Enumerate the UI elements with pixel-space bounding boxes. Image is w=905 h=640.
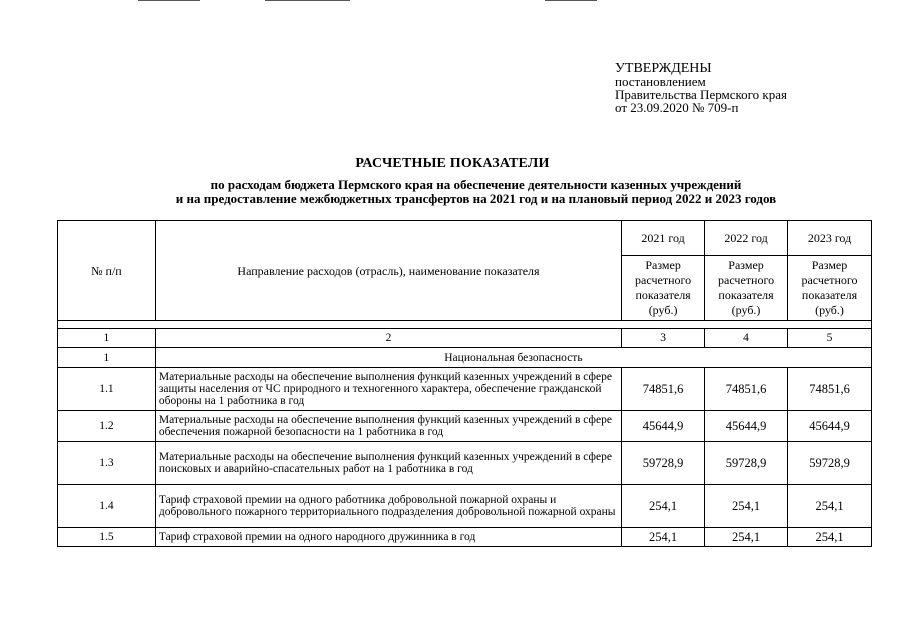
row-value-2023: 254,1 <box>788 485 872 528</box>
approval-line-1: УТВЕРЖДЕНЫ <box>615 61 712 76</box>
row-value-2021: 59728,9 <box>622 442 705 485</box>
row-text: Материальные расходы на обеспечение выполнения функций казенных учреждений в сфере защиты населения от ЧС природного и техногенного характера, обеспечение гражданской обороны на 1 работника в год <box>155 368 621 411</box>
row-num: 1.5 <box>58 528 156 547</box>
indicators-table <box>57 220 872 547</box>
row-text: Материальные расходы на обеспечение выполнения функций казенных учреждений в сфере поисковых и аварийно-спасательных работ на 1 работника в год <box>155 442 621 485</box>
top-rule-left <box>138 0 200 1</box>
row-value-2023: 59728,9 <box>788 442 872 485</box>
document-subtitle <box>120 178 832 206</box>
header-row-years <box>58 221 872 256</box>
row-num: 1.1 <box>58 368 156 411</box>
table-row <box>58 442 872 485</box>
row-value-2021: 254,1 <box>622 528 705 547</box>
subtitle-line-2: и на предоставление межбюджетных трансфертов на 2021 год и на плановый период 2022 и 2023 годов <box>175 191 777 206</box>
header-num: № п/п <box>58 221 156 321</box>
row-text: Материальные расходы на обеспечение выполнения функций казенных учреждений в сфере обеспечения пожарной безопасности на 1 работника в год <box>155 411 621 442</box>
row-num: 1.2 <box>58 411 156 442</box>
row-text: Тариф страховой премии на одного народного дружинника в год <box>155 528 621 547</box>
header-size-2022: Размер расчетного показателя (руб.) <box>705 256 788 321</box>
column-numbers-row <box>58 329 872 348</box>
row-value-2022: 59728,9 <box>705 442 788 485</box>
section-name: Национальная безопасность <box>155 348 871 368</box>
row-value-2021: 254,1 <box>622 485 705 528</box>
table-row <box>58 485 872 528</box>
colnum-2: 2 <box>155 329 621 348</box>
header-year-2023: 2023 год <box>788 221 872 256</box>
row-value-2023: 254,1 <box>788 528 872 547</box>
row-value-2022: 74851,6 <box>705 368 788 411</box>
header-size-2021: Размер расчетного показателя (руб.) <box>622 256 705 321</box>
header-year-2022: 2022 год <box>705 221 788 256</box>
header-direction: Направление расходов (отрасль), наименование показателя <box>155 221 621 321</box>
table-row <box>58 528 872 547</box>
colnum-4: 4 <box>705 329 788 348</box>
row-num: 1.3 <box>58 442 156 485</box>
colnum-5: 5 <box>788 329 872 348</box>
row-value-2022: 254,1 <box>705 485 788 528</box>
header-size-2023: Размер расчетного показателя (руб.) <box>788 256 872 321</box>
row-text: Тариф страховой премии на одного работника добровольной пожарной охраны и добровольного пожарного территориального подразделения добровольной пожарной охраны <box>155 485 621 528</box>
colnum-1: 1 <box>58 329 156 348</box>
header-spacer <box>58 321 872 329</box>
row-num: 1.4 <box>58 485 156 528</box>
section-num: 1 <box>58 348 156 368</box>
top-rule-right <box>545 0 597 1</box>
subtitle-line-1: по расходам бюджета Пермского края на обеспечение деятельности казенных учреждений <box>210 177 742 192</box>
document-title: РАСЧЕТНЫЕ ПОКАЗАТЕЛИ <box>355 156 550 171</box>
approval-stamp <box>615 62 787 114</box>
row-value-2022: 45644,9 <box>705 411 788 442</box>
row-value-2021: 74851,6 <box>622 368 705 411</box>
approval-line-2: постановлением <box>615 74 706 89</box>
spacer-cell <box>58 321 872 329</box>
section-row <box>58 348 872 368</box>
top-rule-middle <box>265 0 350 1</box>
row-value-2022: 254,1 <box>705 528 788 547</box>
approval-line-3: Правительства Пермского края <box>615 87 787 102</box>
row-value-2023: 74851,6 <box>788 368 872 411</box>
table-row <box>58 411 872 442</box>
colnum-3: 3 <box>622 329 705 348</box>
approval-line-4: от 23.09.2020 № 709-п <box>615 100 739 115</box>
header-year-2021: 2021 год <box>622 221 705 256</box>
row-value-2021: 45644,9 <box>622 411 705 442</box>
row-value-2023: 45644,9 <box>788 411 872 442</box>
table-row <box>58 368 872 411</box>
